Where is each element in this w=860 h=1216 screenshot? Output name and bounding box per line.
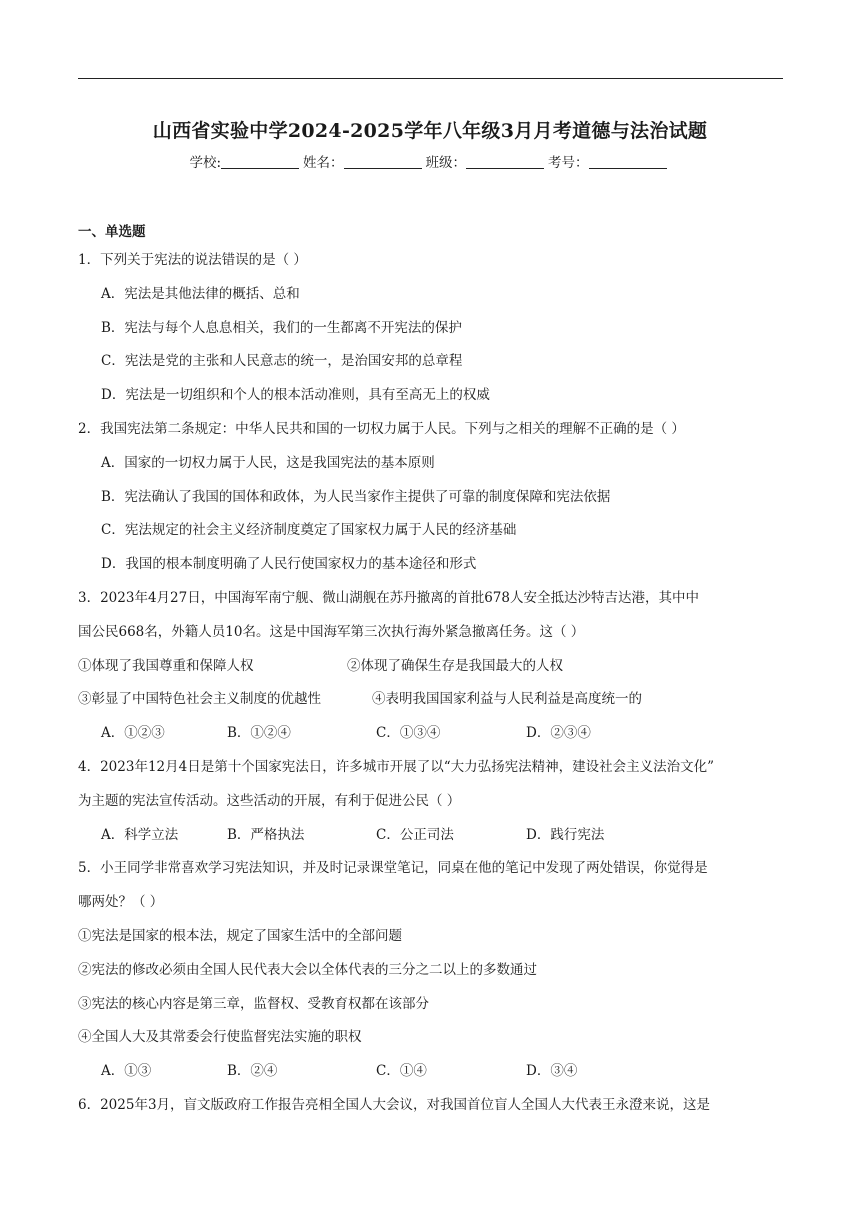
q1-option-d[interactable]: D．宪法是一切组织和个人的根本活动准则，具有至高无上的权威 bbox=[101, 387, 490, 403]
section-heading: 一、单选题 bbox=[78, 224, 146, 240]
student-info-line bbox=[0, 151, 860, 171]
class-label: 班级： bbox=[425, 155, 467, 171]
q5-statement-4: ④全国人大及其常委会行使监督宪法实施的职权 bbox=[78, 1029, 362, 1045]
q1-stem: 1．下列关于宪法的说法错误的是（ ） bbox=[78, 252, 307, 268]
q4-stem-line2: 为主题的宪法宣传活动。这些活动的开展，有利于促进公民（ ） bbox=[78, 793, 461, 809]
q3-statement-2: ②体现了确保生存是我国最大的人权 bbox=[347, 658, 563, 674]
q2-option-a[interactable]: A．国家的一切权力属于人民，这是我国宪法的基本原则 bbox=[101, 455, 435, 471]
q5-option-d[interactable]: D．③④ bbox=[526, 1063, 578, 1079]
q2-option-d[interactable]: D．我国的根本制度明确了人民行使国家权力的基本途径和形式 bbox=[101, 556, 477, 572]
q2-option-c[interactable]: C．宪法规定的社会主义经济制度奠定了国家权力属于人民的经济基础 bbox=[101, 522, 517, 538]
q4-stem-line1: 4．2023年12月4日是第十个国家宪法日，许多城市开展了以“大力弘扬宪法精神，建设社会主义法治文化” bbox=[78, 759, 715, 775]
q5-stem-line2: 哪两处？（ ） bbox=[78, 894, 164, 910]
q1-option-c[interactable]: C．宪法是党的主张和人民意志的统一，是治国安邦的总章程 bbox=[101, 353, 463, 369]
q4-option-a[interactable]: A．科学立法 bbox=[101, 827, 179, 843]
q6-stem-line1: 6．2025年3月，盲文版政府工作报告亮相全国人大会议，对我国首位盲人全国人大代表王永澄来说，这是 bbox=[78, 1097, 711, 1113]
q3-statement-3: ③彰显了中国特色社会主义制度的优越性 bbox=[78, 691, 321, 707]
q3-option-d[interactable]: D．②③④ bbox=[526, 725, 591, 741]
name-blank[interactable] bbox=[344, 155, 422, 169]
q3-option-b[interactable]: B．①②④ bbox=[227, 725, 291, 741]
q1-option-a[interactable]: A．宪法是其他法律的概括、总和 bbox=[101, 286, 300, 302]
page-title: 山西省实验中学2024-2025学年八年级3月月考道德与法治试题 bbox=[152, 120, 708, 142]
q3-stem-line1: 3．2023年4月27日，中国海军南宁舰、微山湖舰在苏丹撤离的首批678人安全抵达沙特吉达港，其中中 bbox=[78, 590, 699, 606]
q5-option-c[interactable]: C．①④ bbox=[376, 1063, 427, 1079]
q1-option-b[interactable]: B．宪法与每个人息息相关，我们的一生都离不开宪法的保护 bbox=[101, 320, 462, 336]
q5-option-b[interactable]: B．②④ bbox=[227, 1063, 278, 1079]
q4-option-d[interactable]: D．践行宪法 bbox=[526, 827, 605, 843]
q5-statement-3: ③宪法的核心内容是第三章，监督权、受教育权都在该部分 bbox=[78, 996, 429, 1012]
school-blank[interactable] bbox=[221, 155, 299, 169]
q2-stem: 2．我国宪法第二条规定：中华人民共和国的一切权力属于人民。下列与之相关的理解不正确的是（ ） bbox=[78, 421, 685, 437]
school-label: 学校: bbox=[189, 155, 222, 171]
q5-statement-2: ②宪法的修改必须由全国人民代表大会以全体代表的三分之二以上的多数通过 bbox=[78, 962, 537, 978]
q3-option-c[interactable]: C．①③④ bbox=[376, 725, 441, 741]
q3-statement-1: ①体现了我国尊重和保障人权 bbox=[78, 658, 254, 674]
q3-stem-line2: 国公民668名，外籍人员10名。这是中国海军第三次执行海外紧急撤离任务。这（ ） bbox=[78, 624, 585, 640]
q3-statement-4: ④表明我国国家利益与人民利益是高度统一的 bbox=[372, 691, 642, 707]
q2-option-b[interactable]: B．宪法确认了我国的国体和政体，为人民当家作主提供了可靠的制度保障和宪法依据 bbox=[101, 489, 611, 505]
q5-option-a[interactable]: A．①③ bbox=[101, 1063, 152, 1079]
exam-no-label: 考号： bbox=[548, 155, 589, 171]
header-rule bbox=[78, 78, 783, 79]
q5-statement-1: ①宪法是国家的根本法，规定了国家生活中的全部问题 bbox=[78, 928, 402, 944]
name-label: 姓名： bbox=[303, 155, 344, 171]
q4-option-c[interactable]: C．公正司法 bbox=[376, 827, 454, 843]
q3-option-a[interactable]: A．①②③ bbox=[101, 725, 165, 741]
q4-option-b[interactable]: B．严格执法 bbox=[227, 827, 305, 843]
q5-stem-line1: 5．小王同学非常喜欢学习宪法知识，并及时记录课堂笔记，同桌在他的笔记中发现了两处错误，你觉得是 bbox=[78, 860, 708, 876]
exam-no-blank[interactable] bbox=[589, 155, 667, 169]
class-blank[interactable] bbox=[466, 155, 544, 169]
